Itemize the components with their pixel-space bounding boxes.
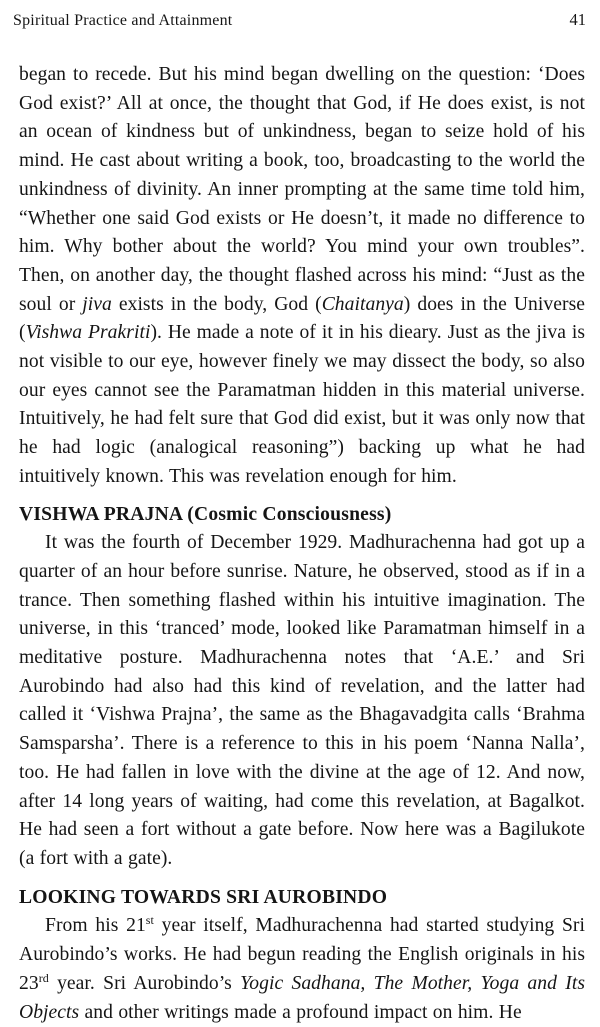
italic-text: Vishwa Prakriti [25, 322, 151, 344]
text-run: and other writings made a profound impact on him. He [79, 1001, 522, 1023]
text-run: From his 21 [45, 915, 146, 937]
text-run: year itself, Madhurachenna had started studying Sri Aurobindo’s works. He had begun reading the English originals in his 23 [19, 915, 585, 994]
page-body [19, 61, 585, 1027]
section-heading-looking-towards-sri-aurobindo: LOOKING TOWARDS SRI AUROBINDO [19, 886, 388, 908]
page-number: 41 [569, 10, 586, 29]
running-head: Spiritual Practice and Attainment [13, 12, 233, 29]
text-run: began to recede. But his mind began dwelling on the question: ‘Does God exist?’ All at once, the thought that God, if He does exist, is not an ocean of kindness but of unkindness, began to seize hold of his mind. He cast about writing a book, too, broadcasting to the world the unkindness of divinity. An inner prompting at the same time told him, “Whether one said God exists or He doesn’t, it made no difference to him. Why bother about the world? You mind your own troubles”. Then, on another day, the thought flashed across his mind: “Just as the soul or [19, 64, 585, 315]
text-run: ). He made a note of it in his dieary. Just as the jiva is not visible to our eye, however finely we may dissect the body, so also our eyes cannot see the Paramatman hidden in this material universe. Intuitively, he had felt sure that God did exist, but it was only now that he had logic (analogical reasoning”) backing up what he had intuitively known. This was revelation enough for him. [19, 322, 585, 487]
italic-text: Yogic Sadhana, The Mother, Yoga and Its Objects [19, 972, 585, 1023]
section-heading-vishwa-prajna: VISHWA PRAJNA (Cosmic Consciousness) [19, 503, 392, 525]
ordinal-superscript: st [145, 913, 154, 928]
text-run: It was the fourth of December 1929. Madhurachenna had got up a quarter of an hour before sunrise. Nature, he observed, stood as if in a trance. Then something flashed within his intuitive imagination. The universe, in this ‘tranced’ mode, looked like Paramatman himself in a meditative posture. Madhurachenna notes that ‘A.E.’ and Sri Aurobindo had also had this kind of revelation, and the latter had called it ‘Vishwa Prajna’, the same as the Bhagavadgita calls ‘Brahma Samsparsha’. There is a reference to this in his poem ‘Nanna Nalla’, too. He had fallen in love with the divine at the age of 12. And now, after 14 long years of waiting, had come this revelation, at Bagalkot. He had seen a fort without a gate before. Now here was a Bagilukote (a fort with a gate). [19, 532, 585, 869]
paragraph-2 [19, 529, 585, 873]
ordinal-superscript: rd [38, 970, 49, 985]
italic-text: Chaitanya [321, 293, 404, 315]
italic-text: jiva [82, 293, 112, 315]
page-header [13, 10, 586, 30]
paragraph-1 [19, 61, 585, 492]
text-run: ) does in the Universe ( [19, 293, 585, 344]
text-run: year. Sri Aurobindo’s [48, 972, 241, 994]
paragraph-3 [19, 912, 585, 1027]
text-run: exists in the body, God ( [111, 293, 322, 315]
